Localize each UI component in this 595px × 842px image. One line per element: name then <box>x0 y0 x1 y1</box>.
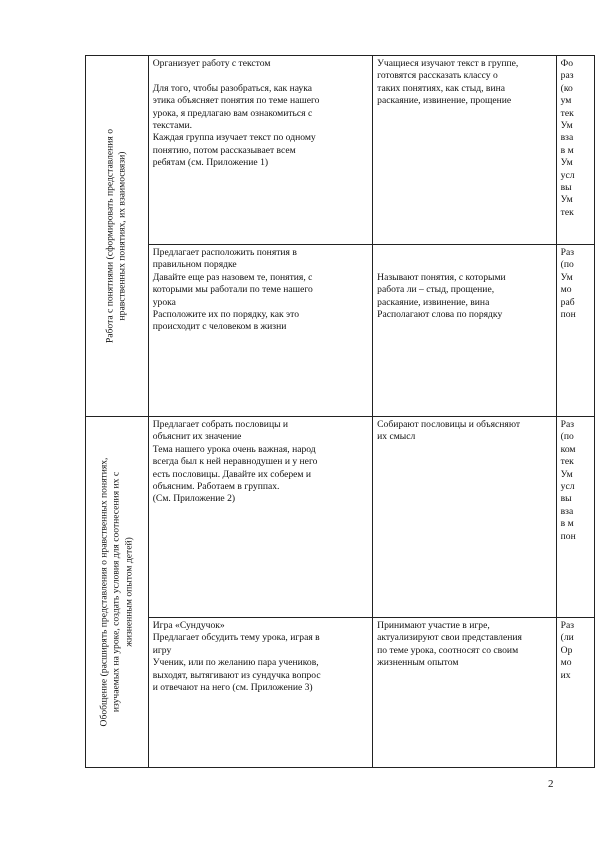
text-line: Фо <box>560 58 574 69</box>
text-line: пон <box>560 530 576 542</box>
text-line: понятию, потом рассказывает всем <box>152 144 296 156</box>
text-line: по теме урока, соотносят со своим <box>377 644 519 656</box>
text-line: Для того, чтобы разобраться, как наука <box>152 82 313 94</box>
text-line: игру <box>152 644 172 656</box>
text-line: и отвечают на него (см. Приложение 3) <box>152 682 313 694</box>
text-line: Предлагает собрать пословицы и <box>152 419 289 430</box>
text-line: Каждая группа изучает текст по одному <box>152 132 316 144</box>
text-line: объясним. Работаем в группах. <box>152 481 280 493</box>
text-line: правильном порядке <box>152 259 237 271</box>
text-line: в м <box>560 518 574 530</box>
text-line: вза <box>560 132 574 144</box>
text-line: их <box>560 669 571 681</box>
text-line: текстами. <box>152 120 193 132</box>
text-line: Принимают участие в игре, <box>377 620 490 631</box>
table-row <box>86 245 595 417</box>
text-line: вы <box>560 493 572 505</box>
text-line: Ученик, или по желанию пара учеников, <box>152 657 319 669</box>
text-line: раскаяние, извинение, прощение <box>377 95 512 107</box>
teacher-activity-cell <box>148 618 372 768</box>
lesson-plan-table <box>85 55 595 768</box>
text-line: Ор <box>560 644 573 656</box>
text-line: Ум <box>560 194 573 206</box>
text-line: Учащиеся изучают текст в группе, <box>377 58 519 69</box>
text-line: Предлагает обсудить тему урока, играя в <box>152 632 320 644</box>
text-line: ком <box>560 443 576 455</box>
text-line: ум <box>560 95 572 107</box>
uud-cell <box>556 56 594 245</box>
text-line: тек <box>560 456 574 468</box>
text-line: Расположите их по порядку, как это <box>152 309 300 321</box>
stage-cell <box>86 417 149 768</box>
text-line: всегда был к ней неравнодушен и у него <box>152 456 318 468</box>
text-line: раскаяние, извинение, вина <box>377 296 490 308</box>
text-line: мо <box>560 657 572 669</box>
text-line: мо <box>560 284 572 296</box>
text-line: Тема нашего урока очень важная, народ <box>152 443 316 455</box>
text-line: есть пословицы. Давайте их соберем и <box>152 468 312 480</box>
text-line: актуализируют свои представления <box>377 632 522 644</box>
text-line: Располагают слова по порядку <box>377 309 503 320</box>
text-line: раз <box>560 70 574 82</box>
text-line: раб <box>560 296 575 308</box>
text-line: усл <box>560 169 575 181</box>
text-line: пон <box>560 309 576 321</box>
text-line: этика объясняет понятия по теме нашего <box>152 95 320 107</box>
text-line: которыми мы работали по теме нашего <box>152 284 313 296</box>
student-activity-cell <box>373 56 557 245</box>
table-row <box>86 56 595 245</box>
text-line: их смысл <box>377 431 416 443</box>
text-line: выходят, вытягивают из сундучка вопрос <box>152 669 321 681</box>
text-line: (См. Приложение 2) <box>152 493 236 505</box>
text-line: Раз <box>560 419 575 430</box>
teacher-activity-cell <box>148 417 372 618</box>
text-line: Ум <box>560 271 573 283</box>
text-line: тек <box>560 107 574 119</box>
text-line: происходит с человеком в жизни <box>152 321 287 333</box>
text-line: Ум <box>560 468 573 480</box>
blank-line <box>377 247 552 259</box>
text-line: Ум <box>560 120 573 132</box>
uud-cell <box>556 417 594 618</box>
teacher-activity-cell <box>148 245 372 417</box>
text-line: Раз <box>560 620 575 631</box>
stage-label: Работа с понятиями (сформировать представления о нравственных понятиях, их взаимосвязи) <box>104 128 128 344</box>
text-line: (ли <box>560 632 574 644</box>
student-activity-cell <box>373 618 557 768</box>
text-line: Предлагает расположить понятия в <box>152 247 297 258</box>
text-line: готовятся рассказать классу о <box>377 70 498 82</box>
text-line: таких понятиях, как стыд, вина <box>377 82 505 94</box>
text-line: Раз <box>560 247 575 258</box>
text-line: Игра «Сундучок» <box>152 620 225 631</box>
page-number: 2 <box>548 778 554 790</box>
teacher-activity-cell <box>148 56 372 245</box>
text-line: вы <box>560 182 572 194</box>
text-line: жизненным опытом <box>377 657 459 669</box>
text-line: тек <box>560 206 574 218</box>
text-line: Давайте еще раз назовем те, понятия, с <box>152 271 313 283</box>
text-line: Называют понятия, с которыми <box>377 271 506 283</box>
text-line: работа ли – стыд, прощение, <box>377 284 495 296</box>
student-activity-cell <box>373 245 557 417</box>
text-line: урока, я предлагаю вам ознакомиться с <box>152 107 313 119</box>
text-line: усл <box>560 481 575 493</box>
student-activity-cell <box>373 417 557 618</box>
stage-cell <box>86 56 149 417</box>
blank-line <box>377 259 552 271</box>
text-line: Собирают пословицы и объясняют <box>377 419 521 430</box>
text-line: вза <box>560 505 574 517</box>
uud-cell <box>556 245 594 417</box>
text-line: Организует работу с текстом <box>152 58 271 69</box>
blank-line <box>153 70 368 82</box>
text-line: (по <box>560 259 574 271</box>
text-line: (ко <box>560 82 573 94</box>
uud-cell <box>556 618 594 768</box>
text-line: урока <box>152 296 176 308</box>
table-row <box>86 618 595 768</box>
table-row <box>86 417 595 618</box>
stage-label: Обобщение (расширять представления о нравственных понятиях, изучаемых на уроке, создать условия для соотнесения их с жизненным опытом детей) <box>98 457 135 727</box>
text-line: ребятам (см. Приложение 1) <box>152 157 269 169</box>
text-line: в м <box>560 144 574 156</box>
text-line: (по <box>560 431 574 443</box>
text-line: Ум <box>560 157 573 169</box>
text-line: объяснит их значение <box>152 431 242 443</box>
